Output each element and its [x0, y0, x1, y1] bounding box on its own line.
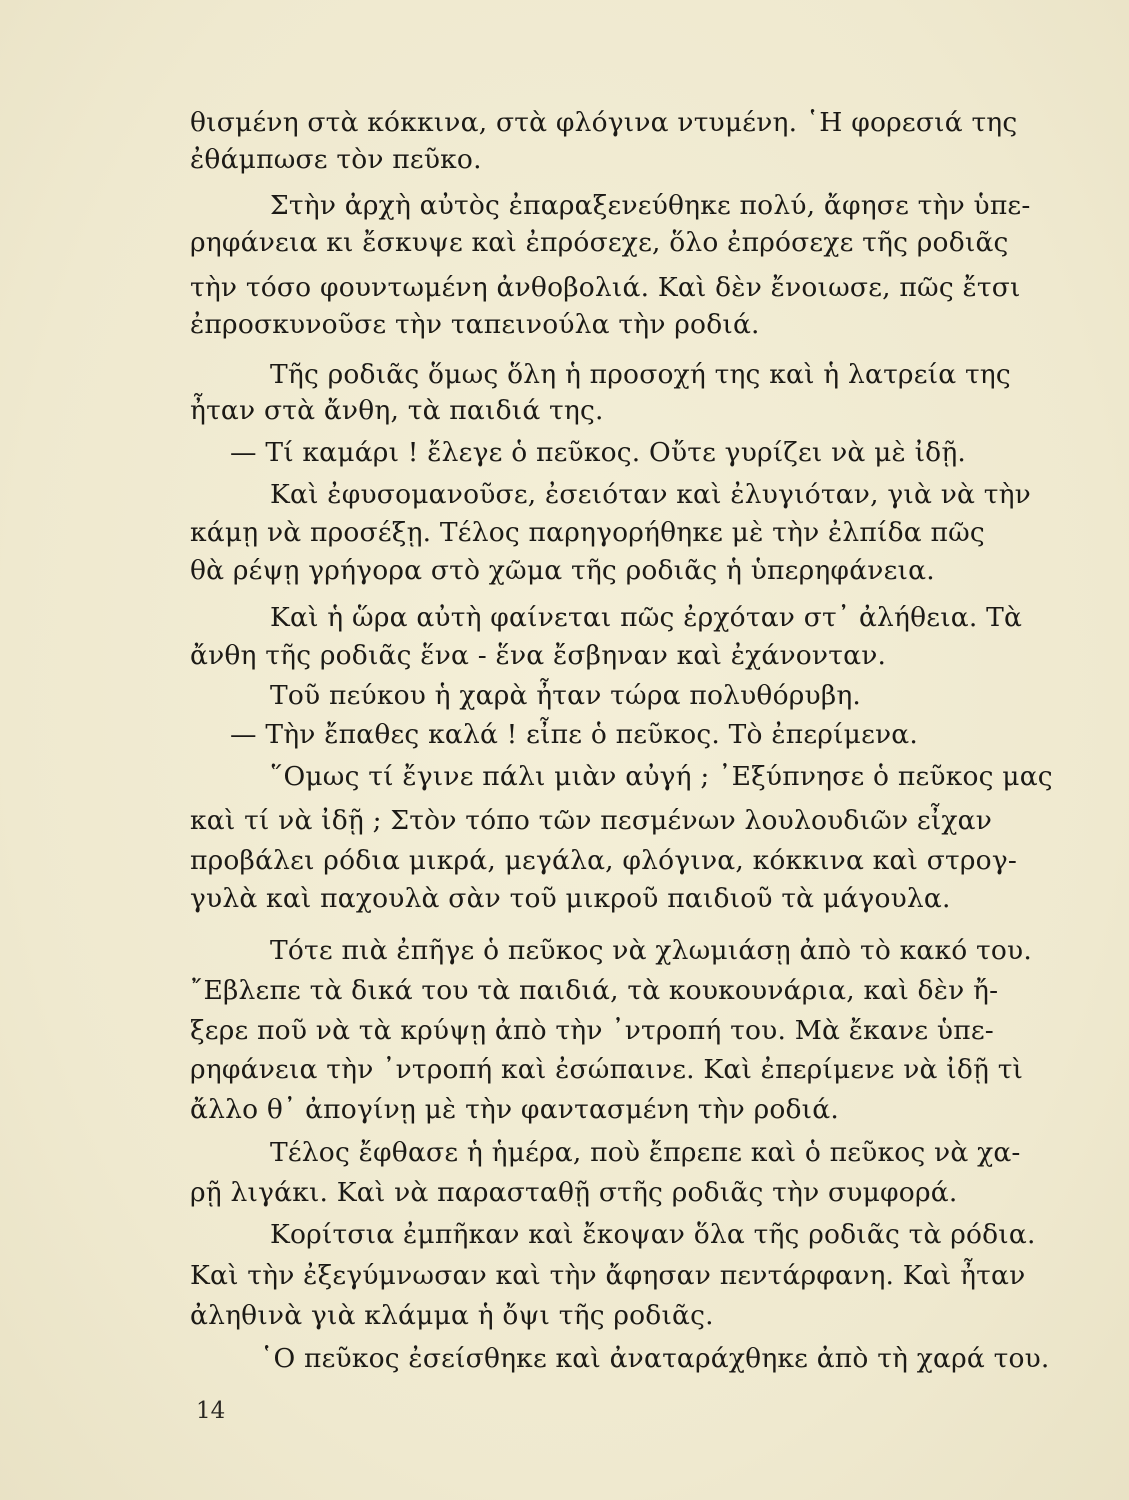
text-line: ἄλλο θ᾿ ἀπογίνῃ μὲ τὴν φαντασμένη τὴν ροδιά. [190, 1094, 839, 1125]
text-line: προβάλει ρόδια μικρά, μεγάλα, φλόγινα, κόκκινα καὶ στρογ- [190, 845, 1018, 876]
text-line: Καὶ τὴν ἐξεγύμνωσαν καὶ τὴν ἄφησαν πεντάρφανη. Καὶ ἦταν [190, 1260, 1026, 1291]
text-line: θισμένη στὰ κόκκινα, στὰ φλόγινα ντυμένη. ῾Η φορεσιά της [190, 107, 1018, 138]
page-number: 14 [196, 1398, 226, 1424]
text-line: Καὶ ἡ ὥρα αὐτὴ φαίνεται πῶς ἐρχόταν στ᾿ ἀλήθεια. Τὰ [270, 602, 1023, 633]
text-line: Κορίτσια ἐμπῆκαν καὶ ἔκοψαν ὅλα τῆς ροδιᾶς τὰ ρόδια. [270, 1219, 1036, 1250]
text-line: γυλὰ καὶ παχουλὰ σὰν τοῦ μικροῦ παιδιοῦ τὰ μάγουλα. [190, 883, 951, 914]
text-line: ῾Ο πεῦκος ἐσείσθηκε καὶ ἀναταράχθηκε ἀπὸ τὴ χαρά του. [260, 1343, 1050, 1374]
text-line: τὴν τόσο φουντωμένη ἀνθοβολιά. Καὶ δὲν ἔνοιωσε, πῶς ἔτσι [190, 272, 1021, 303]
text-line: Τότε πιὰ ἐπῆγε ὁ πεῦκος νὰ χλωμιάσῃ ἀπὸ τὸ κακό του. [270, 935, 1032, 966]
text-line: ρηφάνεια τὴν ᾿ντροπή καὶ ἐσώπαινε. Καὶ ἐπερίμενε νὰ ἰδῇ τὶ [190, 1054, 1024, 1085]
text-line: ἦταν στὰ ἄνθη, τὰ παιδιά της. [190, 395, 604, 426]
text-line: Τοῦ πεύκου ἡ χαρὰ ἦταν τώρα πολυθόρυβη. [270, 680, 862, 711]
text-line: θὰ ρέψῃ γρήγορα στὸ χῶμα τῆς ροδιᾶς ἡ ὑπερηφάνεια. [190, 555, 935, 586]
text-line: κάμῃ νὰ προσέξῃ. Τέλος παρηγορήθηκε μὲ τὴν ἐλπίδα πῶς [190, 517, 985, 548]
text-line: καὶ τί νὰ ἰδῇ ; Στὸν τόπο τῶν πεσμένων λουλουδιῶν εἶχαν [190, 805, 993, 836]
text-line: ἀληθινὰ γιὰ κλάμμα ἡ ὄψι τῆς ροδιᾶς. [190, 1300, 714, 1331]
text-line: Στὴν ἀρχὴ αὐτὸς ἐπαραξενεύθηκε πολύ, ἄφησε τὴν ὑπε- [270, 190, 1031, 221]
text-line: ἄνθη τῆς ροδιᾶς ἕνα - ἕνα ἔσβηναν καὶ ἐχάνονταν. [190, 640, 887, 671]
text-line: ῎Εβλεπε τὰ δικά του τὰ παιδιά, τὰ κουκουνάρια, καὶ δὲν ἤ- [190, 975, 999, 1006]
text-line: Τῆς ροδιᾶς ὅμως ὅλη ἡ προσοχή της καὶ ἡ λατρεία της [270, 359, 1011, 390]
text-line: — Τὴν ἔπαθες καλά ! εἶπε ὁ πεῦκος. Τὸ ἐπερίμενα. [230, 719, 919, 750]
text-line: ρῇ λιγάκι. Καὶ νὰ παρασταθῇ στῆς ροδιᾶς τὴν συμφορά. [190, 1177, 958, 1208]
text-line: — Τί καμάρι ! ἔλεγε ὁ πεῦκος. Οὔτε γυρίζει νὰ μὲ ἰδῇ. [230, 437, 967, 468]
text-line: Καὶ ἐφυσομανοῦσε, ἐσειόταν καὶ ἐλυγιόταν, γιὰ νὰ τὴν [270, 479, 1031, 510]
text-line: ῞Ομως τί ἔγινε πάλι μιὰν αὐγή ; ᾿Εξύπνησε ὁ πεῦκος μας [270, 761, 1053, 792]
text-line: ξερε ποῦ νὰ τὰ κρύψῃ ἀπὸ τὴν ᾿ντροπή του. Μὰ ἔκανε ὑπε- [190, 1015, 994, 1046]
text-line: Τέλος ἔφθασε ἡ ἡμέρα, ποὺ ἔπρεπε καὶ ὁ πεῦκος νὰ χα- [270, 1137, 1021, 1168]
text-line: ἐπροσκυνοῦσε τὴν ταπεινούλα τὴν ροδιά. [190, 309, 760, 340]
text-line: ρηφάνεια κι ἔσκυψε καὶ ἐπρόσεχε, ὅλο ἐπρόσεχε τῆς ροδιᾶς [190, 227, 1009, 258]
text-line: ἐθάμπωσε τὸν πεῦκο. [190, 144, 482, 175]
